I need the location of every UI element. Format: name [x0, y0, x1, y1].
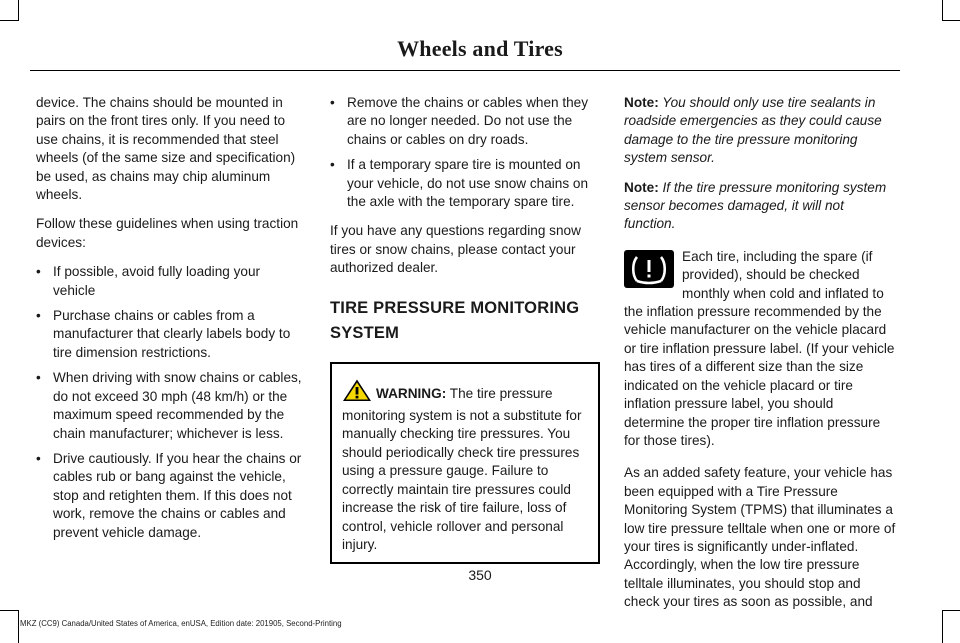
list-item: • Drive cautiously. If you hear the chains or cables rub or bang against the vehicle, stop and retighten them. If this does not work, remove the chains or cables and prevent vehicle damage.	[36, 450, 306, 542]
list-item: • If a temporary spare tire is mounted on your vehicle, do not use snow chains on the axle with the temporary spare tire.	[330, 156, 600, 211]
paragraph: Follow these guidelines when using traction devices:	[36, 216, 299, 250]
list-item: • Remove the chains or cables when they are no longer needed. Do not use the chains or cables on dry roads.	[330, 94, 600, 149]
bullet-list	[330, 94, 600, 211]
paragraph: As an added safety feature, your vehicle has been equipped with a Tire Pressure Monitoring System (TPMS) that illuminates a low tire pressure telltale when one or more of your tires is significantly under-inflated. Accordingly, when the low tire pressure telltale illuminates, you should stop and check your tires as soon as possible, and	[624, 465, 896, 610]
crop-mark	[942, 20, 960, 21]
list-item: • If possible, avoid fully loading your vehicle	[36, 263, 306, 300]
page-number: 350	[468, 567, 492, 583]
crop-mark	[942, 610, 943, 643]
list-item: • When driving with snow chains or cables, do not exceed 30 mph (48 km/h) or the maximum speed recommended by the chain manufacturer; whichever is less.	[36, 369, 306, 443]
note-text: If the tire pressure monitoring system sensor becomes damaged, it will not function.	[624, 179, 887, 232]
page-header-title: Wheels and Tires	[397, 36, 563, 61]
crop-mark	[18, 610, 19, 643]
tire-pressure-warning-icon	[624, 250, 674, 288]
note-text: You should only use tire sealants in roadside emergencies as they could cause damage to the tire pressure monitoring system sensor.	[624, 95, 882, 166]
note-label: Note:	[624, 179, 659, 195]
bullet-list	[36, 263, 306, 542]
crop-mark	[18, 0, 19, 21]
left-column	[36, 94, 306, 553]
paragraph: If you have any questions regarding snow tires or snow chains, please contact your authorized dealer.	[330, 223, 581, 276]
warning-triangle-icon	[342, 378, 372, 407]
note	[624, 94, 896, 168]
note	[624, 179, 896, 234]
crop-mark	[0, 610, 18, 611]
warning-text: The tire pressure monitoring system is not a substitute for manually checking tire pressures. You should periodically check tire pressures using a pressure gauge. Failure to correctly maintain tire pressures could increase the risk of tire failure, loss of control, vehicle rollover and personal injury.	[342, 385, 582, 552]
paragraph: device. The chains should be mounted in pairs on the front tires only. If you need to use chains, it is recommended that steel wheels (of the same size and specification) be used, as chains may chip aluminum wheels.	[36, 95, 296, 203]
warning-box	[330, 362, 600, 565]
list-item: • Purchase chains or cables from a manufacturer that clearly labels body to tire dimension restrictions.	[36, 307, 306, 362]
paragraph: Each tire, including the spare (if provided), should be checked monthly when cold and inflated to the inflation pressure recommended by the vehicle manufacturer on the vehicle placard or tire inflation pressure label. (If your vehicle has tires of a different size than the size indicated on the vehicle placard or tire inflation pressure label, you should determine the proper tire inflation pressure for those tires).	[624, 248, 895, 448]
header-divider	[30, 70, 900, 71]
footer-edition-text: MKZ (CC9) Canada/United States of America, enUSA, Edition date: 201905, Second-Printing	[20, 619, 342, 628]
section-heading: TIRE PRESSURE MONITORING SYSTEM	[330, 298, 580, 342]
middle-column	[330, 94, 600, 564]
crop-mark	[942, 610, 960, 611]
note-label: Note:	[624, 95, 659, 110]
crop-mark	[942, 0, 943, 21]
right-column	[624, 94, 896, 623]
crop-mark	[0, 20, 18, 21]
warning-label: WARNING:	[376, 385, 447, 401]
